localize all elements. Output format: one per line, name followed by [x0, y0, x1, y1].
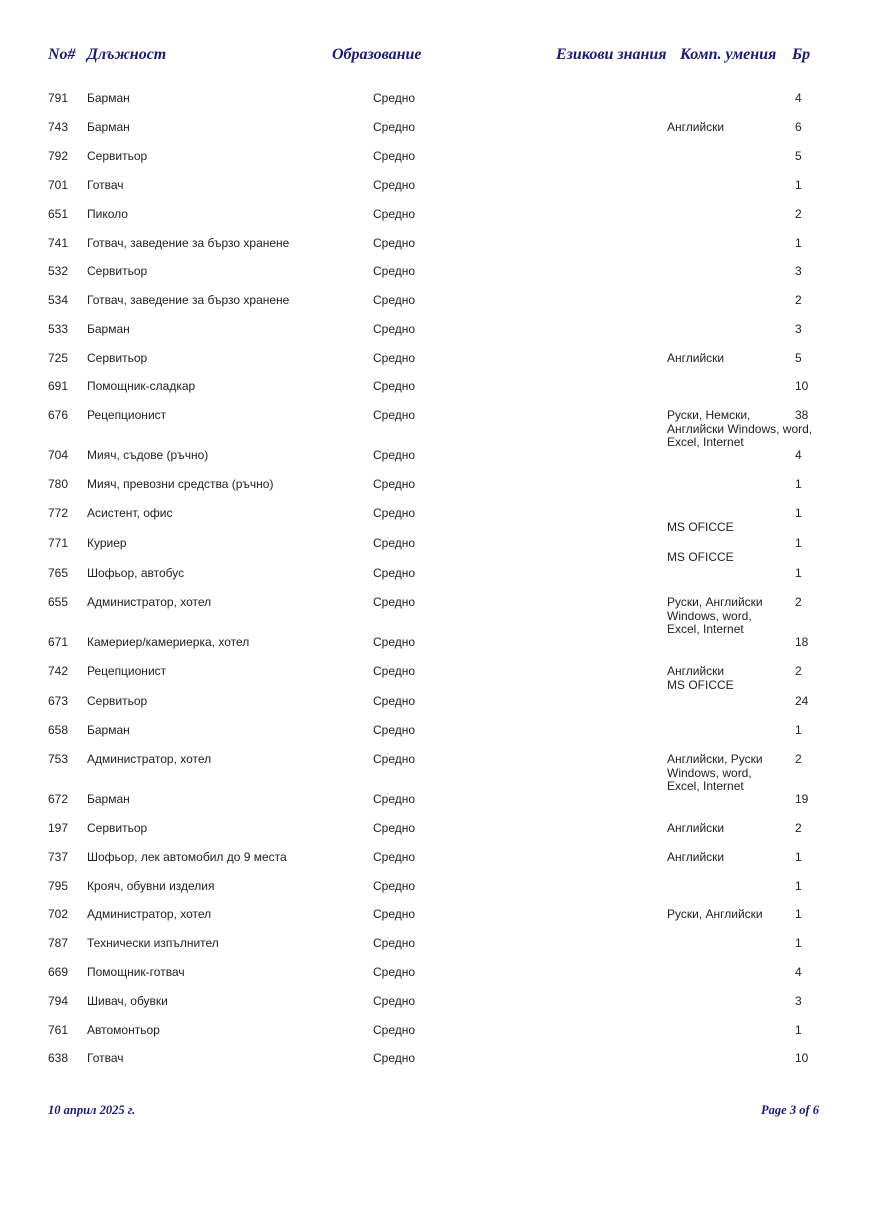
row-number: 742 [48, 664, 69, 678]
row-count: 5 [795, 351, 802, 365]
row-education: Средно [373, 907, 416, 921]
row-position: Куриер [87, 536, 127, 550]
row-number: 672 [48, 792, 69, 806]
row-count: 1 [795, 536, 802, 550]
row-education: Средно [373, 850, 416, 864]
row-position: Автомонтьор [87, 1023, 160, 1037]
row-count: 1 [795, 236, 802, 250]
row-position: Сервитьор [87, 821, 148, 835]
row-count: 2 [795, 821, 802, 835]
row-number: 676 [48, 408, 69, 422]
row-education: Средно [373, 994, 416, 1008]
row-count: 3 [795, 994, 802, 1008]
row-count: 1 [795, 723, 802, 737]
header-languages: Езикови знания [556, 46, 667, 63]
row-education: Средно [373, 506, 416, 520]
row-count: 1 [795, 907, 802, 921]
row-education: Средно [373, 936, 416, 950]
row-languages-skills: Руски, Английски Windows, word, Excel, Internet [667, 595, 763, 636]
row-education: Средно [373, 408, 416, 422]
row-position: Пиколо [87, 207, 128, 221]
row-languages-skills: Английски [667, 821, 725, 835]
row-number: 743 [48, 120, 69, 134]
row-position: Камериер/камериерка, хотел [87, 635, 250, 649]
row-count: 1 [795, 566, 802, 580]
row-education: Средно [373, 664, 416, 678]
row-number: 532 [48, 264, 69, 278]
row-position: Рецепционист [87, 664, 167, 678]
row-position: Готвач [87, 178, 124, 192]
row-position: Асистент, офис [87, 506, 173, 520]
row-count: 2 [795, 207, 802, 221]
row-education: Средно [373, 293, 416, 307]
row-education: Средно [373, 821, 416, 835]
row-count: 38 [795, 408, 809, 422]
row-position: Сервитьор [87, 694, 148, 708]
row-education: Средно [373, 752, 416, 766]
row-number: 638 [48, 1051, 69, 1065]
row-education: Средно [373, 322, 416, 336]
row-position: Сервитьор [87, 149, 148, 163]
row-education: Средно [373, 120, 416, 134]
row-count: 4 [795, 91, 802, 105]
row-languages-skills: Руски, Немски, Английски Windows, word, Excel, Internet [667, 408, 813, 449]
row-position: Шофьор, лек автомобил до 9 места [87, 850, 287, 864]
row-number: 753 [48, 752, 69, 766]
row-languages-skills: Руски, Английски [667, 907, 763, 921]
row-education: Средно [373, 351, 416, 365]
row-count: 24 [795, 694, 809, 708]
row-number: 701 [48, 178, 69, 192]
row-education: Средно [373, 91, 416, 105]
header-count: Бр [792, 46, 811, 63]
row-number: 780 [48, 477, 69, 491]
row-education: Средно [373, 723, 416, 737]
row-position: Технически изпълнител [87, 936, 219, 950]
row-languages-skills: Английски [667, 351, 725, 365]
row-number: 794 [48, 994, 69, 1008]
row-position: Барман [87, 120, 130, 134]
row-count: 4 [795, 448, 802, 462]
row-number: 673 [48, 694, 69, 708]
row-number: 534 [48, 293, 69, 307]
row-education: Средно [373, 236, 416, 250]
row-number: 658 [48, 723, 69, 737]
row-position: Администратор, хотел [87, 752, 212, 766]
footer-page-number: Page 3 of 6 [761, 1103, 819, 1117]
row-number: 772 [48, 506, 69, 520]
row-education: Средно [373, 178, 416, 192]
row-position: Барман [87, 723, 130, 737]
row-position: Барман [87, 91, 130, 105]
row-position: Барман [87, 322, 130, 336]
header-education: Образование [332, 46, 422, 63]
row-position: Крояч, обувни изделия [87, 879, 215, 893]
row-number: 704 [48, 448, 69, 462]
row-education: Средно [373, 1023, 416, 1037]
row-number: 651 [48, 207, 69, 221]
row-position: Сервитьор [87, 351, 148, 365]
row-languages-skills: Английски MS OFICCE [667, 664, 734, 692]
row-count: 18 [795, 635, 809, 649]
row-count: 19 [795, 792, 809, 806]
row-count: 3 [795, 264, 802, 278]
row-count: 1 [795, 850, 802, 864]
row-position: Мияч, съдове (ръчно) [87, 448, 209, 462]
row-number: 669 [48, 965, 69, 979]
row-number: 655 [48, 595, 69, 609]
row-count: 1 [795, 936, 802, 950]
row-count: 1 [795, 879, 802, 893]
row-number: 787 [48, 936, 69, 950]
row-count: 1 [795, 178, 802, 192]
row-number: 737 [48, 850, 69, 864]
row-count: 5 [795, 149, 802, 163]
row-number: 702 [48, 907, 69, 921]
row-education: Средно [373, 879, 416, 893]
row-count: 6 [795, 120, 802, 134]
row-position: Барман [87, 792, 130, 806]
row-education: Средно [373, 694, 416, 708]
row-education: Средно [373, 477, 416, 491]
row-count: 4 [795, 965, 802, 979]
row-count: 2 [795, 752, 802, 766]
row-position: Шивач, обувки [87, 994, 168, 1008]
row-number: 791 [48, 91, 69, 105]
row-position: Готвач, заведение за бързо хранене [87, 293, 290, 307]
header-position: Длъжност [87, 46, 167, 63]
header-no: No# [48, 46, 76, 63]
row-number: 533 [48, 322, 69, 336]
row-number: 771 [48, 536, 69, 550]
row-number: 725 [48, 351, 69, 365]
row-number: 761 [48, 1023, 69, 1037]
row-languages-skills: MS OFICCE [667, 549, 734, 564]
row-education: Средно [373, 566, 416, 580]
row-count: 1 [795, 1023, 802, 1037]
row-education: Средно [373, 792, 416, 806]
row-education: Средно [373, 965, 416, 979]
row-education: Средно [373, 1051, 416, 1065]
row-count: 2 [795, 595, 802, 609]
row-languages-skills: Английски [667, 120, 725, 134]
row-languages-skills: MS OFICCE [667, 519, 734, 534]
row-position: Готвач [87, 1051, 124, 1065]
row-number: 691 [48, 379, 69, 393]
row-education: Средно [373, 207, 416, 221]
row-education: Средно [373, 264, 416, 278]
row-education: Средно [373, 379, 416, 393]
row-count: 2 [795, 664, 802, 678]
row-position: Шофьор, автобус [87, 566, 185, 580]
row-number: 671 [48, 635, 69, 649]
row-number: 197 [48, 821, 69, 835]
row-education: Средно [373, 635, 416, 649]
row-education: Средно [373, 149, 416, 163]
row-position: Мияч, превозни средства (ръчно) [87, 477, 274, 491]
row-position: Администратор, хотел [87, 907, 212, 921]
row-count: 2 [795, 293, 802, 307]
row-languages-skills: Английски [667, 850, 725, 864]
footer-date: 10 април 2025 г. [48, 1103, 136, 1117]
row-education: Средно [373, 536, 416, 550]
row-languages-skills: Английски, Руски Windows, word, Excel, Internet [667, 752, 763, 793]
row-count: 10 [795, 379, 809, 393]
row-number: 792 [48, 149, 69, 163]
row-number: 795 [48, 879, 69, 893]
row-count: 1 [795, 477, 802, 491]
header-computer-skills: Комп. умения [680, 46, 777, 63]
row-number: 765 [48, 566, 69, 580]
row-position: Рецепционист [87, 408, 167, 422]
row-education: Средно [373, 595, 416, 609]
row-number: 741 [48, 236, 69, 250]
row-position: Помощник-сладкар [87, 379, 196, 393]
row-position: Сервитьор [87, 264, 148, 278]
row-position: Готвач, заведение за бързо хранене [87, 236, 290, 250]
row-count: 1 [795, 506, 802, 520]
row-count: 3 [795, 322, 802, 336]
row-position: Администратор, хотел [87, 595, 212, 609]
row-position: Помощник-готвач [87, 965, 185, 979]
row-count: 10 [795, 1051, 809, 1065]
row-education: Средно [373, 448, 416, 462]
